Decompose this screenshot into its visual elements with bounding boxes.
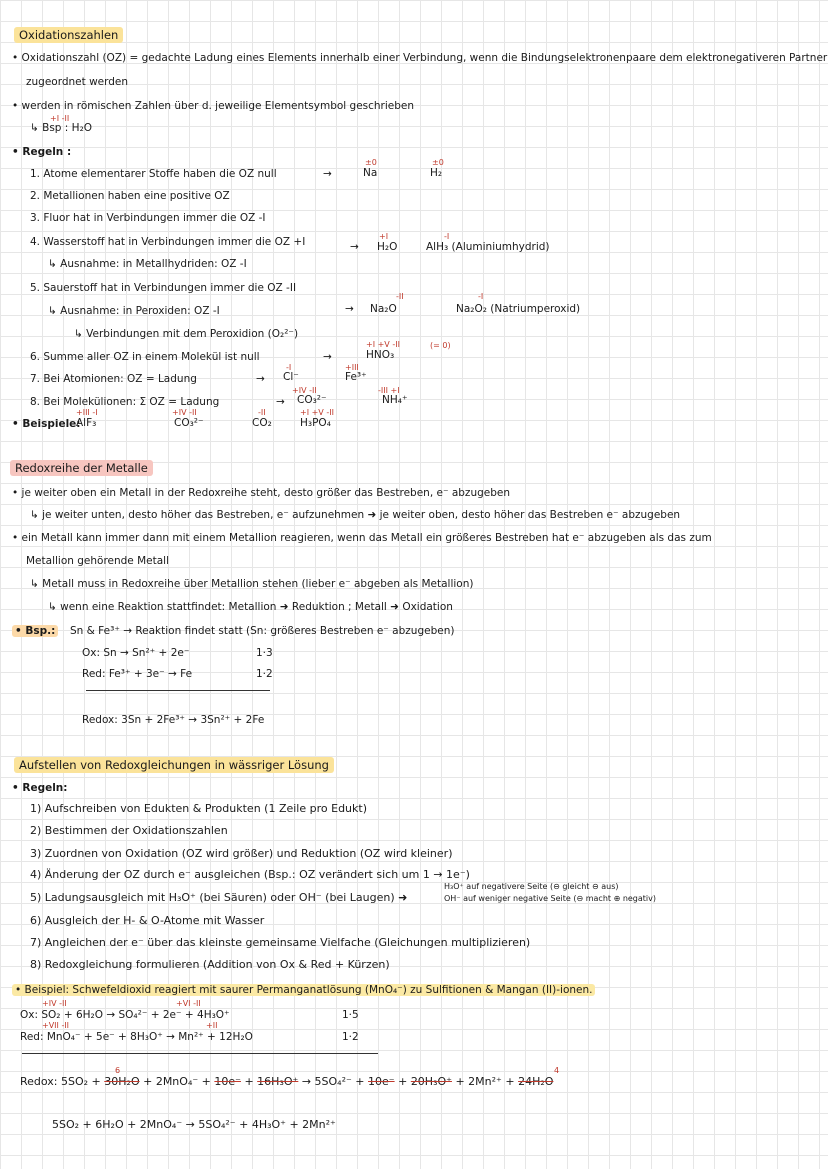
rule-3: 3. Fluor hat in Verbindungen immer die OZ -I [30, 212, 266, 224]
redox-part-11: + 2Mn²⁺ + [451, 1075, 519, 1088]
rule-6-hno3: HNO₃ [366, 349, 395, 361]
example-h3po4-oz: +I +V -II [300, 408, 334, 417]
rule-6-oz: +I +V -II [366, 340, 400, 349]
rule-7-fe-oz: +III [345, 363, 359, 372]
example-co2: CO₂ [252, 417, 272, 429]
redox-cancel-6: 6 [115, 1066, 121, 1075]
example-h2o: ↳ Bsp : H₂O [30, 122, 93, 134]
rule-7-cl-oz: -I [286, 363, 292, 372]
rule-7-arrow: → [256, 373, 265, 385]
aufstellen-final-equation: 5SO₂ + 6H₂O + 2MnO₄⁻ → 5SO₄²⁻ + 4H₃O⁺ + 2Mn²⁺ [52, 1118, 336, 1131]
redox-part-8: 10e⁻ [368, 1075, 395, 1088]
rule-1-h2: H₂ [430, 167, 443, 179]
redox-example-label-text: • Bsp.: [12, 625, 58, 637]
redox-part-1: Redox: 5SO₂ + [20, 1075, 105, 1088]
rule-1-na: Na [363, 167, 378, 179]
aufstellen-ox-oz-product: +VI -II [176, 999, 201, 1008]
rule-4-alh3-oz: -I [444, 232, 450, 241]
rule-7-fe: Fe³⁺ [345, 371, 367, 383]
rule-1-arrow: → [323, 168, 332, 180]
rule-6: 6. Summe aller OZ in einem Molekül ist null [30, 351, 260, 363]
redox-ox-multiplier: 1·3 [256, 647, 273, 659]
rule-4-h2o: H₂O [377, 241, 398, 253]
rule-5: 5. Sauerstoff hat in Verbindungen immer die OZ -II [30, 282, 297, 294]
rule-8-co3-oz: +IV -II [292, 386, 317, 395]
definition-line-2: zugeordnet werden [26, 76, 129, 88]
redox-part-9: + [394, 1075, 411, 1088]
redox-sum-equation: Redox: 3Sn + 2Fe³⁺ → 3Sn²⁺ + 2Fe [82, 714, 265, 726]
example-alf3: AlF₃ [76, 417, 97, 429]
aufstellen-red-oz-product: +II [206, 1021, 218, 1030]
example-oz: +I -II [50, 114, 70, 123]
rule-7-cl: Cl⁻ [283, 371, 299, 383]
aufstellen-example-text: • Beispiel: Schwefeldioxid reagiert mit saurer Permanganatlösung (MnO₄⁻) zu Sulfitionen & Mangan (II)-ionen. [12, 984, 595, 996]
redox-example-text: Sn & Fe³⁺ → Reaktion findet statt (Sn: größeres Bestreben e⁻ abzugeben) [70, 625, 455, 637]
rule-4: 4. Wasserstoff hat in Verbindungen immer die OZ +I [30, 236, 306, 248]
rule-1-h-oz: ±0 [432, 158, 444, 167]
rule-4-h2o-oz: +I [379, 232, 389, 241]
redox-line-4: Metallion gehörende Metall [26, 555, 170, 567]
rule-1: 1. Atome elementarer Stoffe haben die OZ null [30, 168, 277, 180]
redox-line-2: ↳ je weiter unten, desto höher das Bestreben, e⁻ aufzunehmen ➜ je weiter oben, desto höher das Bestreben e⁻ abzugeben [30, 509, 681, 521]
aufstellen-rule-1: 1) Aufschreiben von Edukten & Produkten (1 Zeile pro Edukt) [30, 802, 367, 815]
rule-6-arrow: → [323, 351, 332, 363]
example-co2-oz: -II [258, 408, 266, 417]
rules-heading: • Regeln : [12, 146, 72, 158]
redox-part-6: 16H₃O⁺ [257, 1075, 299, 1088]
aufstellen-red-oz: +VII -II [42, 1021, 70, 1030]
peroxide-ion-note: ↳ Verbindungen mit dem Peroxidion (O₂²⁻) [74, 328, 299, 340]
examples-label: • Beispiele: [12, 418, 81, 430]
rule-5-na2o: Na₂O [370, 303, 397, 315]
example-co3: CO₃²⁻ [174, 417, 204, 429]
redox-line-6: ↳ wenn eine Reaktion stattfindet: Metallion ➜ Reduktion ; Metall ➜ Oxidation [48, 601, 453, 613]
aufstellen-rule-5-note-2: OH⁻ auf weniger negative Seite (⊖ macht ⊕ negativ) [444, 894, 656, 903]
rule-5-na2o-oz: -II [396, 292, 404, 301]
rule-5-arrow: → [345, 303, 354, 315]
redox-part-7: → 5SO₄²⁻ + [298, 1075, 369, 1088]
example-alf3-oz: +III -I [76, 408, 98, 417]
rule-4-alh3: AlH₃ (Aluminiumhydrid) [426, 241, 550, 253]
redox-part-5: + [240, 1075, 258, 1088]
rule-5-exception: ↳ Ausnahme: in Peroxiden: OZ -I [48, 305, 220, 317]
redox-part-4: 10e⁻ [214, 1075, 241, 1088]
redox-example-label [12, 624, 58, 638]
redox-part-3: + 2MnO₄⁻ + [139, 1075, 215, 1088]
rule-8: 8. Bei Molekülionen: Σ OZ = Ladung [30, 396, 220, 408]
aufstellen-rule-8: 8) Redoxgleichung formulieren (Addition von Ox & Red + Kürzen) [30, 958, 390, 971]
aufstellen-red-multiplier: 1·2 [342, 1031, 359, 1043]
rule-4-arrow: → [350, 241, 359, 253]
aufstellen-rule-7: 7) Angleichen der e⁻ über das kleinste gemeinsame Vielfache (Gleichungen multiplizieren) [30, 936, 531, 949]
rule-5-na2o2-oz: -I [478, 292, 484, 301]
aufstellen-rule-3: 3) Zuordnen von Oxidation (OZ wird größer) und Reduktion (OZ wird kleiner) [30, 847, 453, 860]
rule-7: 7. Bei Atomionen: OZ = Ladung [30, 373, 197, 385]
aufstellen-red-equation: Red: MnO₄⁻ + 5e⁻ + 8H₃O⁺ → Mn²⁺ + 12H₂O [20, 1031, 253, 1043]
rule-8-nh4: NH₄⁺ [382, 394, 408, 406]
section-title-aufstellen: Aufstellen von Redoxgleichungen in wässriger Lösung [14, 757, 334, 773]
example-h3po4: H₃PO₄ [300, 417, 331, 429]
rule-1-na-oz: ±0 [365, 158, 377, 167]
section-title-oxidationszahlen: Oxidationszahlen [14, 27, 123, 43]
roman-numerals-note: • werden in römischen Zahlen über d. jeweilige Elementsymbol geschrieben [12, 100, 415, 112]
redox-divider [86, 690, 270, 691]
aufstellen-rule-2: 2) Bestimmen der Oxidationszahlen [30, 824, 228, 837]
example-co3-oz: +IV -II [172, 408, 197, 417]
aufstellen-ox-multiplier: 1·5 [342, 1009, 359, 1021]
redox-red-equation: Red: Fe³⁺ + 3e⁻ → Fe [82, 668, 193, 680]
redox-ox-equation: Ox: Sn → Sn²⁺ + 2e⁻ [82, 647, 190, 659]
redox-cancel-4: 4 [554, 1066, 560, 1075]
rule-2: 2. Metallionen haben eine positive OZ [30, 190, 230, 202]
aufstellen-redox-equation [20, 1075, 553, 1089]
definition-line-1: • Oxidationszahl (OZ) = gedachte Ladung eines Elements innerhalb einer Verbindung, wenn die Bindungselektronenpaare dem elektronegativeren Partner [12, 52, 828, 64]
redox-part-2: 30H₂O [104, 1075, 140, 1088]
redox-part-10: 20H₃O⁺ [410, 1075, 452, 1088]
section-title-redoxreihe: Redoxreihe der Metalle [10, 460, 153, 476]
redox-part-12: 24H₂O [518, 1075, 554, 1088]
aufstellen-ox-oz: +IV -II [42, 999, 67, 1008]
aufstellen-rule-6: 6) Ausgleich der H- & O-Atome mit Wasser [30, 914, 265, 927]
aufstellen-rule-5-note-1: H₃O⁺ auf negativere Seite (⊖ gleicht ⊖ aus) [444, 882, 619, 891]
aufstellen-rule-4: 4) Änderung der OZ durch e⁻ ausgleichen (Bsp.: OZ verändert sich um 1 → 1e⁻) [30, 868, 470, 881]
rule-8-co3: CO₃²⁻ [297, 394, 327, 406]
rule-5-na2o2: Na₂O₂ (Natriumperoxid) [456, 303, 581, 315]
rule-8-arrow: → [276, 396, 285, 408]
redox-line-1: • je weiter oben ein Metall in der Redoxreihe steht, desto größer das Bestreben, e⁻ abzugeben [12, 487, 511, 499]
redox-line-5: ↳ Metall muss in Redoxreihe über Metallion stehen (lieber e⁻ abgeben als Metallion) [30, 578, 474, 590]
aufstellen-divider [22, 1053, 378, 1054]
aufstellen-ox-equation: Ox: SO₂ + 6H₂O → SO₄²⁻ + 2e⁻ + 4H₃O⁺ [20, 1009, 230, 1021]
rule-6-sum: (= 0) [430, 341, 451, 350]
rule-8-nh4-oz: -III +I [378, 386, 400, 395]
redox-line-3: • ein Metall kann immer dann mit einem Metallion reagieren, wenn das Metall ein größeres Bestreben hat e⁻ abzugeben als das zum [12, 532, 712, 544]
aufstellen-example [12, 983, 595, 997]
redox-red-multiplier: 1·2 [256, 668, 273, 680]
rule-4-exception: ↳ Ausnahme: in Metallhydriden: OZ -I [48, 258, 247, 270]
aufstellen-rules-heading: • Regeln: [12, 782, 68, 794]
aufstellen-rule-5: 5) Ladungsausgleich mit H₃O⁺ (bei Säuren) oder OH⁻ (bei Laugen) ➜ [30, 891, 408, 904]
